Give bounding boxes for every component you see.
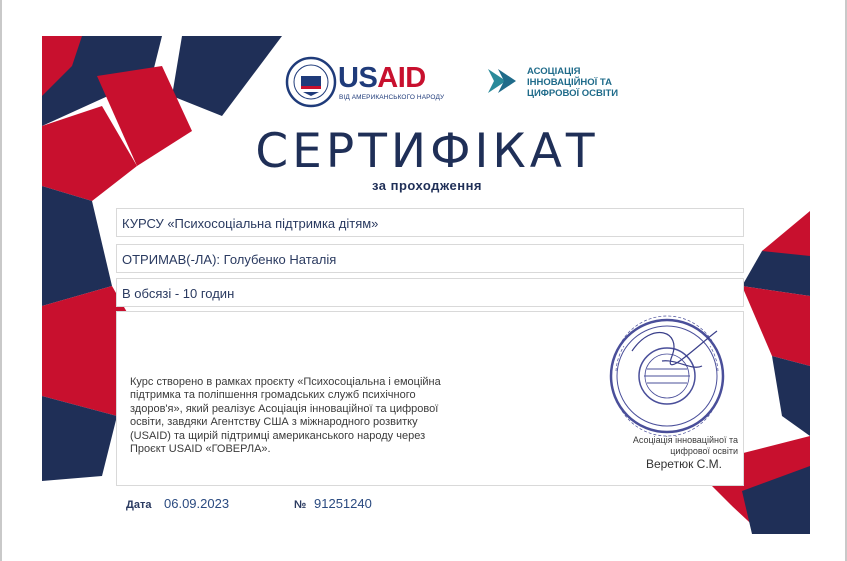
recipient-field: ОТРИМАВ(-ЛА): Голубенко Наталія [116,244,744,273]
usaid-wordmark [338,62,426,95]
certificate-title: СЕРТИФІКАТ [255,124,599,179]
association-line: ЦИФРОВОЇ ОСВІТИ [527,88,619,99]
signer-organization: Асоціація інноваційної та цифрової освіти [632,435,738,456]
course-field: КУРСУ «Психосоціальна підтримка дітям» [116,208,744,237]
official-stamp-icon [602,311,732,441]
signer-name: Веретюк С.М. [645,457,722,471]
number-label: № [294,499,307,511]
certificate-subtitle: за проходження [371,178,483,193]
hours-field: В обсязі - 10 годин [116,278,744,307]
usaid-tagline: ВІД АМЕРИКАНСЬКОГО НАРОДУ [339,94,445,101]
number-value: 91251240 [314,496,372,511]
certificate [42,36,810,534]
association-name [527,66,637,99]
association-line: ІННОВАЦІЙНОЇ ТА [527,77,612,88]
usaid-us: US [338,62,378,94]
date-value: 06.09.2023 [164,496,230,511]
usaid-aid: AID [377,62,426,94]
association-logo-icon [488,66,522,96]
association-line: АСОЦІАЦІЯ [527,66,581,77]
course-description: Курс створено в рамках проєкту «Психосоціальна і емоційна підтримка та поліпшення громадських служб психічного здоров'я», який реалізує Асоціація інноваційної та цифрової освіти, завдяки Агентству США з міжнародного розвитку (USAID) та щирій підтримці американського народу через Проєкт USAID «ГОВЕРЛА». [130,376,441,456]
date-label: Дата [126,499,152,511]
